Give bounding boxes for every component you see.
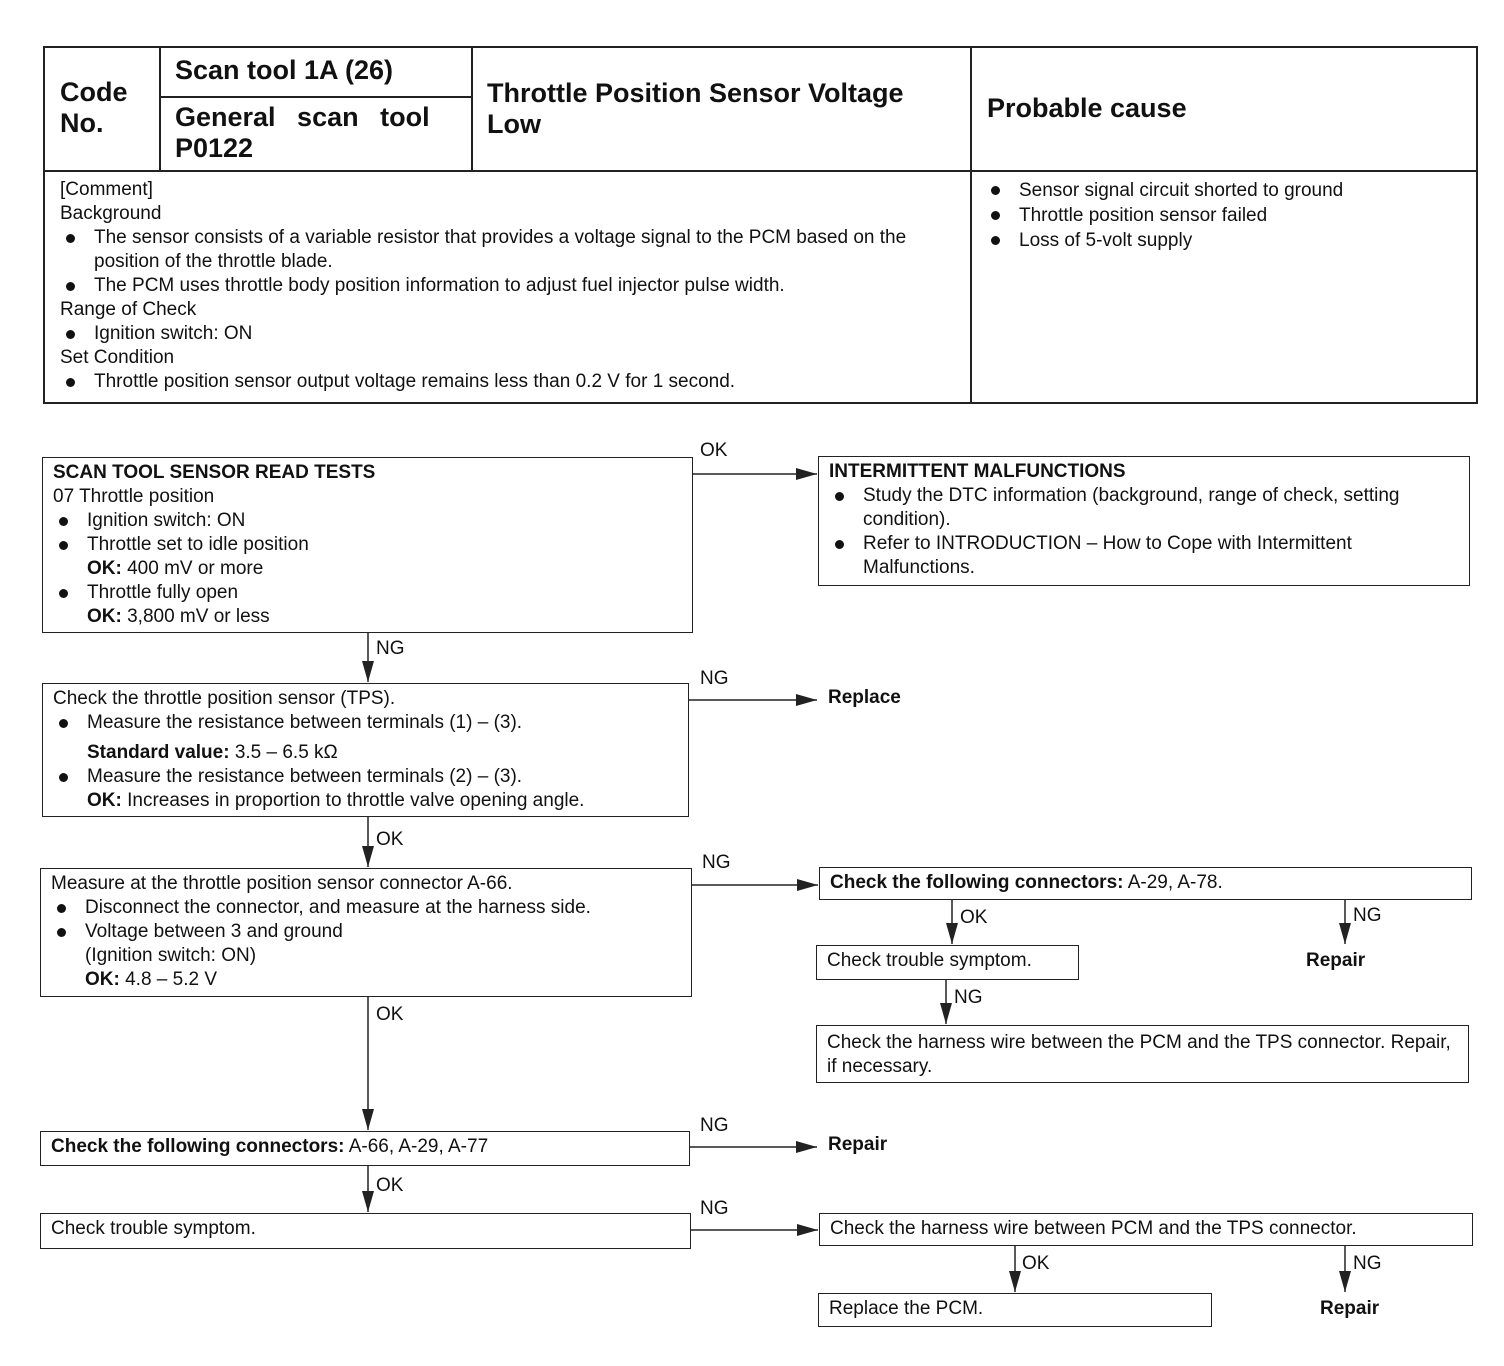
scan-tool-read-tests-box: SCAN TOOL SENSOR READ TESTS 07 Throttle position Ignition switch: ON Throttle set to idle position OK: 400 mV or more Throttle fully open OK: 3,800 mV or less bbox=[42, 457, 693, 633]
check-connectors-a66-box: Check the following connectors: A-66, A-29, A-77 bbox=[40, 1131, 690, 1166]
replace-pcm-box: Replace the PCM. bbox=[818, 1293, 1212, 1327]
measure-connector-box: Measure at the throttle position sensor connector A-66. Disconnect the connector, and measure at the harness side. Voltage between 3 and ground (Ignition switch: ON) OK: 4.8 – 5.2 V bbox=[40, 868, 692, 997]
intermittent-malfunctions-box: INTERMITTENT MALFUNCTIONS Study the DTC information (background, range of check, setting condition). Refer to INTRODUCTION – How to Cope with Intermittent Malfunctions. bbox=[818, 456, 1470, 586]
background-item: The sensor consists of a variable resistor that provides a voltage signal to the PCM based on the position of the throttle blade. bbox=[60, 226, 960, 274]
comment-section: [Comment] Background The sensor consists of a variable resistor that provides a voltage signal to the PCM based on the position of the throttle blade. The PCM uses throttle body position information to adjust fuel injector pulse width. Range of Check Ignition switch: ON Set Condition Throttle position sensor output voltage remains less than 0.2 V for 1 second. bbox=[60, 178, 960, 394]
ok-label: OK bbox=[376, 1004, 404, 1025]
background-item: The PCM uses throttle body position information to adjust fuel injector pulse width. bbox=[60, 274, 960, 298]
ok-label: OK bbox=[700, 440, 728, 461]
check-tps-box: Check the throttle position sensor (TPS). Measure the resistance between terminals (1) – (3). Standard value: 3.5 – 6.5 kΩ Measure the resistance between terminals (2) – (3). OK: Increases in proportion to throttle valve opening angle. bbox=[42, 683, 689, 817]
check-trouble-symptom-box: Check trouble symptom. bbox=[816, 945, 1079, 980]
ng-label: NG bbox=[1353, 1253, 1382, 1274]
repair-result: Repair bbox=[1306, 950, 1366, 971]
cause-item: Sensor signal circuit shorted to ground bbox=[985, 178, 1465, 203]
check-connectors-a29-a78-box: Check the following connectors: A-29, A-78. bbox=[819, 867, 1472, 900]
check-trouble-symptom-box-2: Check trouble symptom. bbox=[40, 1213, 691, 1249]
general-scan-tool-code: General scan tool P0122 bbox=[175, 102, 430, 163]
repair-result: Repair bbox=[1320, 1298, 1380, 1319]
set-condition-item: Throttle position sensor output voltage remains less than 0.2 V for 1 second. bbox=[60, 370, 960, 394]
check-harness-wire-box: Check the harness wire between the PCM and the TPS connector. Repair, if necessary. bbox=[816, 1025, 1469, 1083]
ng-label: NG bbox=[702, 852, 731, 873]
ng-label: NG bbox=[700, 668, 729, 689]
ok-label: OK bbox=[1022, 1253, 1050, 1274]
check-harness-wire-pcm-box: Check the harness wire between PCM and the TPS connector. bbox=[819, 1213, 1473, 1246]
ok-label: OK bbox=[376, 1175, 404, 1196]
range-item: Ignition switch: ON bbox=[60, 322, 960, 346]
cause-item: Loss of 5-volt supply bbox=[985, 228, 1465, 253]
ng-label: NG bbox=[700, 1115, 729, 1136]
replace-result: Replace bbox=[828, 687, 901, 708]
ok-label: OK bbox=[376, 829, 404, 850]
code-no-label: Code No. bbox=[60, 77, 128, 138]
ng-label: NG bbox=[376, 638, 405, 659]
scan-tool-code: Scan tool 1A (26) bbox=[175, 55, 394, 85]
probable-cause-label: Probable cause bbox=[987, 93, 1187, 123]
ng-label: NG bbox=[1353, 905, 1382, 926]
ng-label: NG bbox=[700, 1198, 729, 1219]
ng-label: NG bbox=[954, 987, 983, 1008]
cause-item: Throttle position sensor failed bbox=[985, 203, 1465, 228]
dtc-title: Throttle Position Sensor Voltage Low bbox=[487, 78, 904, 139]
repair-result: Repair bbox=[828, 1134, 888, 1155]
ok-label: OK bbox=[960, 907, 988, 928]
